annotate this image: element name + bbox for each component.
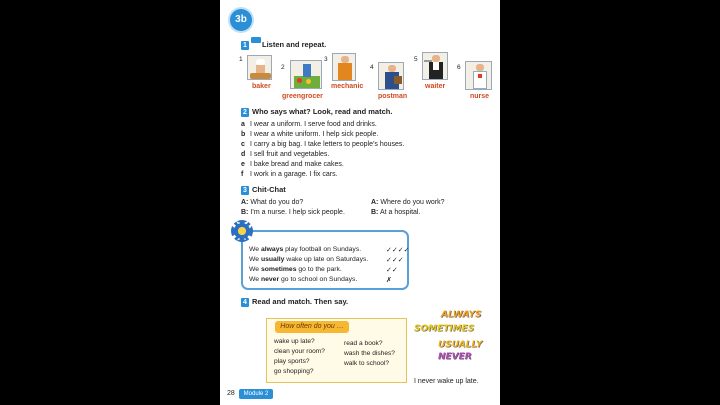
sentence-b: b I wear a white uniform. I help sick people. — [241, 131, 379, 138]
picture-number: 4 — [370, 64, 374, 71]
frequency-ticks: ✓✓ — [386, 267, 398, 274]
dialogue-line: B: At a hospital. — [371, 209, 421, 216]
textbook-page — [220, 0, 500, 405]
grammar-line: We always play football on Sundays. — [249, 246, 362, 253]
question-item: go shopping? — [274, 368, 314, 375]
exercise-1-title: Listen and repeat. — [262, 40, 327, 49]
page-number: 28 — [227, 390, 235, 397]
grammar-line: We sometimes go to the park. — [249, 266, 342, 273]
frequency-word-never: NEVER — [438, 352, 472, 362]
job-label-postman: postman — [378, 93, 408, 100]
nurse-picture — [465, 61, 492, 90]
how-often-heading: How often do you … — [275, 321, 349, 333]
unit-badge: 3b — [230, 9, 252, 31]
picture-number: 3 — [324, 56, 328, 63]
sentence-e: e I bake bread and make cakes. — [241, 161, 344, 168]
frequency-ticks: ✓✓✓ — [386, 257, 404, 264]
dialogue-line: B: I’m a nurse. I help sick people. — [241, 209, 345, 216]
question-item: read a book? — [344, 340, 383, 347]
postman-picture — [378, 62, 404, 90]
picture-number: 5 — [414, 56, 418, 63]
exercise-3-number: 3 — [241, 186, 249, 195]
question-item: walk to school? — [344, 360, 390, 367]
baker-picture — [247, 55, 272, 80]
job-label-greengrocer: greengrocer — [282, 93, 323, 100]
sentence-f: f I work in a garage. I fix cars. — [241, 171, 338, 178]
question-item: wake up late? — [274, 338, 315, 345]
frequency-word-usually: USUALLY — [438, 340, 483, 350]
job-label-mechanic: mechanic — [331, 83, 364, 90]
greengrocer-picture — [290, 60, 322, 89]
frequency-word-sometimes: SOMETIMES — [414, 324, 475, 334]
frequency-word-always: ALWAYS — [441, 310, 482, 320]
exercise-3-title: Chit-Chat — [252, 185, 286, 194]
exercise-4-title: Read and match. Then say. — [252, 297, 349, 306]
question-item: play sports? — [274, 358, 310, 365]
question-item: wash the dishes? — [344, 350, 395, 357]
job-label-nurse: nurse — [470, 93, 490, 100]
grammar-box — [241, 230, 409, 290]
exercise-2-title: Who says what? Look, read and match. — [252, 107, 393, 116]
dialogue-line: A: Where do you work? — [371, 199, 445, 206]
picture-number: 6 — [457, 64, 461, 71]
how-often-box — [266, 318, 407, 383]
example-answer: I never wake up late. — [414, 378, 479, 385]
grammar-line: We usually wake up late on Saturdays. — [249, 256, 369, 263]
grammar-gear-icon — [231, 220, 253, 242]
sentence-c: c I carry a big bag. I take letters to people’s houses. — [241, 141, 405, 148]
frequency-ticks: ✓✓✓✓ — [386, 247, 410, 254]
audio-cd-icon — [251, 37, 261, 43]
module-tag: Module 2 — [239, 389, 273, 399]
dialogue-line: A: What do you do? — [241, 199, 304, 206]
frequency-ticks: ✗ — [386, 277, 392, 284]
picture-number: 2 — [281, 64, 285, 71]
exercise-2-number: 2 — [241, 108, 249, 117]
sentence-a: a I wear a uniform. I serve food and drinks. — [241, 121, 377, 128]
waiter-picture — [422, 52, 448, 80]
picture-number: 1 — [239, 56, 243, 63]
mechanic-picture — [332, 53, 356, 81]
job-label-waiter: waiter — [425, 83, 446, 90]
job-label-baker: baker — [252, 83, 271, 90]
sentence-d: d I sell fruit and vegetables. — [241, 151, 330, 158]
exercise-4-number: 4 — [241, 298, 249, 307]
question-item: clean your room? — [274, 348, 325, 355]
grammar-line: We never go to school on Sundays. — [249, 276, 358, 283]
exercise-1-number: 1 — [241, 41, 249, 50]
